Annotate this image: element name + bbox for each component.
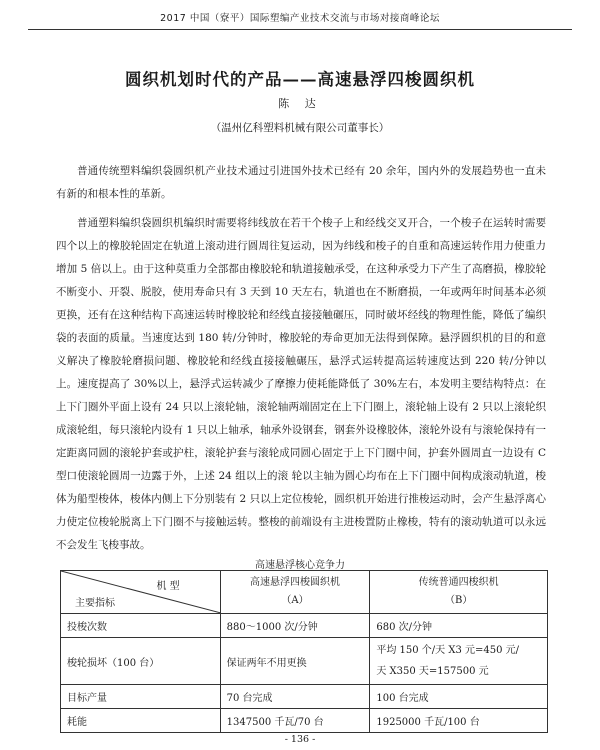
corner-label-metric: 主要指标: [75, 598, 115, 609]
corner-label-model: 机 型: [156, 581, 180, 592]
cell-b: 680 次/分钟: [370, 614, 548, 638]
row-label: 梭轮损坏（100 台）: [61, 638, 221, 685]
cell-a: 保证两年不用更换: [220, 638, 370, 685]
page-number: - 136 -: [284, 734, 316, 745]
author-affiliation: （温州亿科塑料机械有限公司董事长）: [210, 122, 390, 134]
table-corner-cell: [61, 571, 221, 614]
cell-a: 1347500 千瓦/70 台: [220, 709, 370, 733]
table-row: [61, 614, 548, 638]
column-header-b: [370, 571, 548, 614]
cell-b: [370, 638, 548, 685]
table-caption: 高速悬浮核心竞争力: [255, 560, 345, 571]
row-label: 投梭次数: [61, 614, 221, 638]
column-header-a: [220, 571, 370, 614]
row-label: 目标产量: [61, 685, 221, 709]
paragraph-intro: 普通传统塑料编织袋圆织机产业技术通过引进国外技术已经有 20 余年，国内外的发展趋势也一直未有新的和根本性的革新。: [56, 165, 546, 200]
cell-a: 70 台完成: [220, 685, 370, 709]
column-a-code: （A）: [281, 595, 309, 606]
column-b-code: （B）: [445, 595, 473, 606]
table-row: [61, 685, 548, 709]
table-row: [61, 638, 548, 685]
cell-b: 100 台完成: [370, 685, 548, 709]
column-a-name: 高速悬浮四梭圆织机: [250, 577, 340, 588]
author-name: 陈 达: [278, 97, 322, 110]
article-body: [56, 160, 546, 563]
cell-b-line-1: 平均 150 个/天 X3 元=450 元/: [376, 645, 520, 656]
cell-a: 880～1000 次/分钟: [220, 614, 370, 638]
row-label: 耗能: [61, 709, 221, 733]
comparison-table: [60, 570, 548, 733]
cell-b-line-2: 天 X350 天=157500 元: [376, 666, 489, 677]
column-b-name: 传统普通四梭织机: [418, 577, 499, 588]
article-title: 圆织机划时代的产品——高速悬浮四梭圆织机: [125, 70, 475, 89]
paragraph-main: 普通塑料编织袋圆织机编织时需要将纬线放在若干个梭子上和经线交叉开合，一个梭子在运转时需要四个以上的橡胶轮固定在轨道上滚动进行圆周往复运动，因为纬线和梭子的自重和高速运转作用力使重力增加 5 倍以上。由于这种莫重力全部都由橡胶轮和轨道接触承受，在这种承受力下产生了高磨损，橡胶轮不断变小、开裂、脱胶，使用寿命只有 3 天到 10 天左右，轨道也在不断磨损，一年或两年时间基本必须更换，还有在这种结构下高速运转时橡胶轮和经线直接接触碾压，同时破坏经线的物理性能，降低了编织袋的表面的质量。当速度达到 180 转/分钟时，橡胶轮的寿命更加无法得到保障。悬浮圆织机的目的和意义解决了橡胶轮磨损问题、橡胶轮和经线直接接触碾压，悬浮式运转提高运转速度达到 220 转/分钟以上。速度提高了 30%以上，悬浮式运转减少了摩擦力使耗能降低了 30%左右，本发明主要结构特点：在上下门圈外平面上设有 24 只以上滚轮轴，滚轮轴两端固定在上下门圈上，滚轮轴上设有 2 只以上滚轮织成滚轮组，每只滚轮内设有 1 只以上轴承，轴承外设钢套，钢套外设橡胶体，滚轮外设有与滚轮保持有一定距离同圆的滚轮护套或护柱，滚轮护套与滚轮成同圆心固定于上下门圈中间，护套外圆周直一边设有 C 型口使滚轮圆周一边露于外，上述 24 组以上的滚 轮以主轴为圆心均布在上下门圈中间构成滚动轨道，梭体为船型梭体，梭体内侧上下分别装有 2 只以上定位梭轮，圆织机开始进行推梭运动时，会产生悬浮离心力使定位梭轮脱离上下门圈不与接触运转。整梭的前端设有主进梭置防止橡梭，特有的滚动轨道可以永远不会发生飞梭事故。: [56, 217, 546, 551]
table-header-row: [61, 571, 548, 614]
cell-b: 1925000 千瓦/100 台: [370, 709, 548, 733]
running-header: 2017 中国（寮平）国际塑编产业技术交流与市场对接商峰论坛: [28, 10, 572, 30]
table-row: [61, 709, 548, 733]
